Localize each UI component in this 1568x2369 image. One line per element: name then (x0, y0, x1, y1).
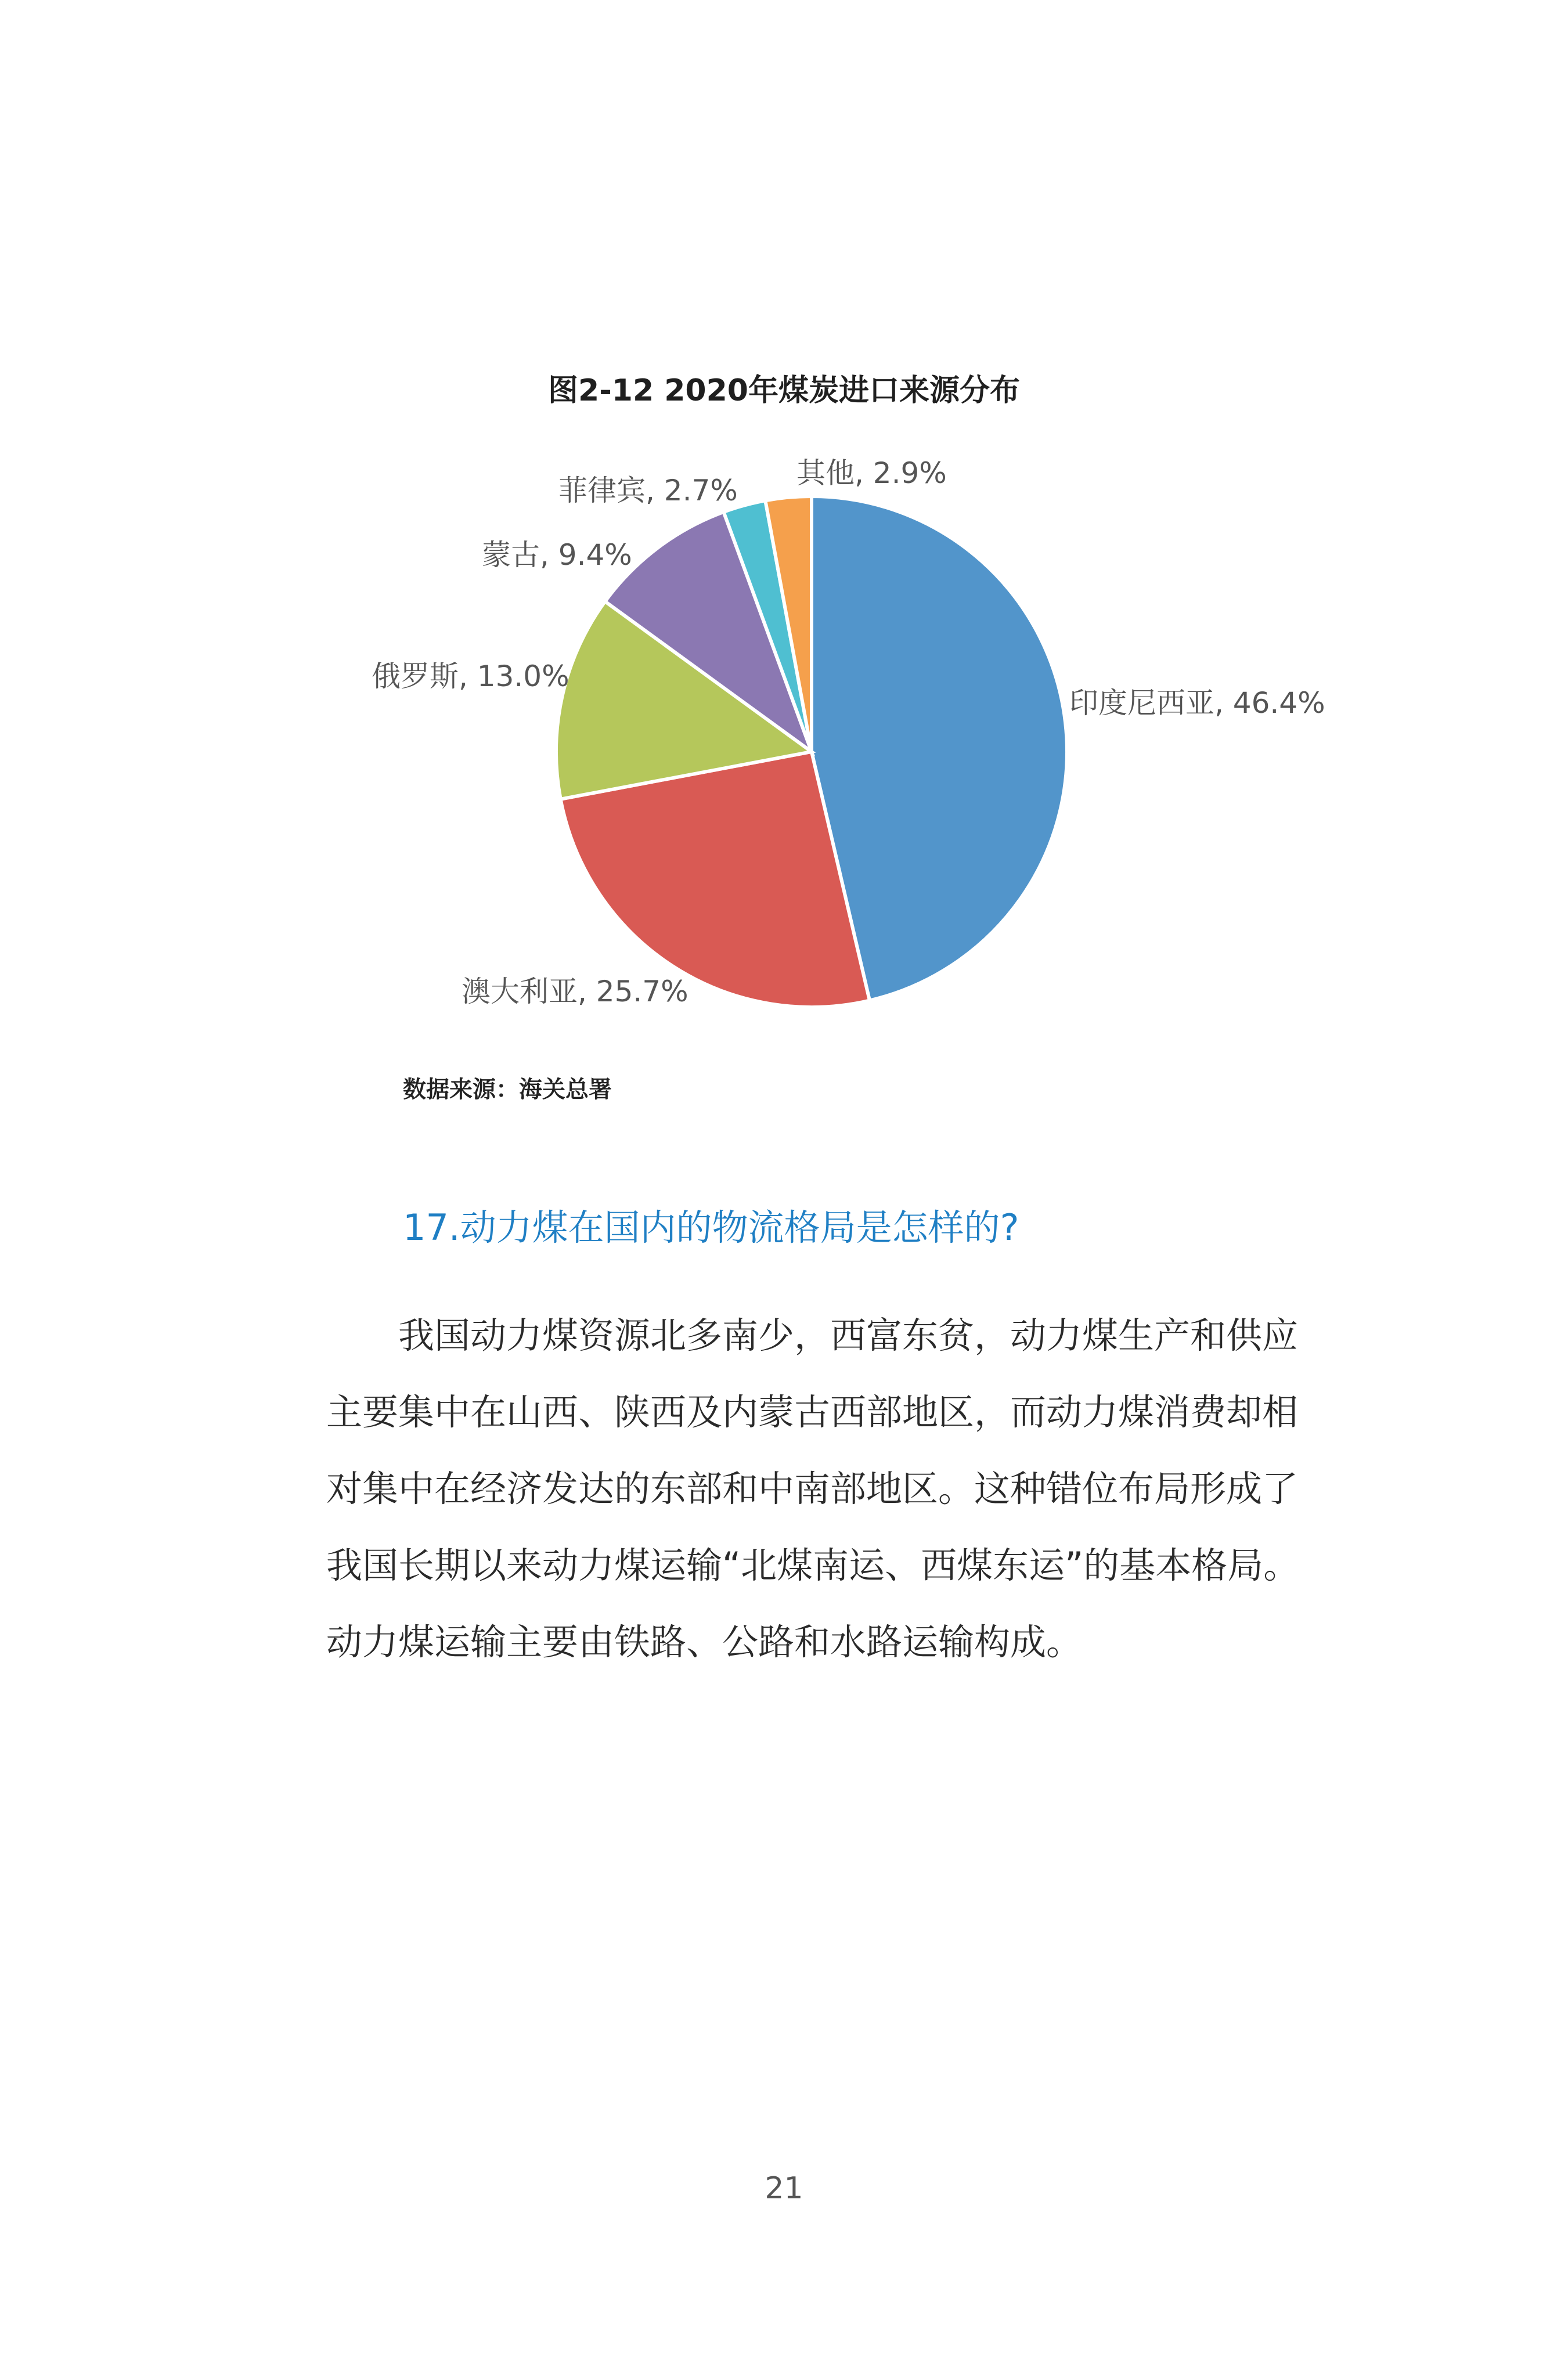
pie-chart (0, 0, 1568, 1045)
data-source-note: 数据来源：海关总署 (403, 1076, 612, 1103)
page-number: 21 (765, 2171, 803, 2206)
pie-slice-label: 印度尼西亚, 46.4% (1069, 686, 1325, 720)
body-paragraph: 我国动力煤资源北多南少，西富东贫，动力煤生产和供应主要集中在山西、陕西及内蒙古西部地区，而动力煤消费却相对集中在经济发达的东部和中南部地区。这种错位布局形成了我国长期以来动力煤运输“北煤南运、西煤东运”的基本格局。动力煤运输主要由铁路、公路和水路运输构成。 (326, 1314, 1300, 1663)
figure-caption: 图2-12 2020年煤炭进口来源分布 (548, 373, 1020, 408)
pie-slices (556, 496, 1067, 1007)
pie-slice-label: 澳大利亚, 25.7% (462, 975, 689, 1008)
pie-slice-label: 蒙古, 9.4% (482, 538, 632, 572)
pie-slice-label: 俄罗斯, 13.0% (372, 659, 569, 693)
pie-slice-label: 菲律宾, 2.7% (558, 474, 738, 507)
section-heading: 17.动力煤在国内的物流格局是怎样的? (403, 1206, 1019, 1249)
pie-slice-label: 其他, 2.9% (796, 456, 947, 490)
